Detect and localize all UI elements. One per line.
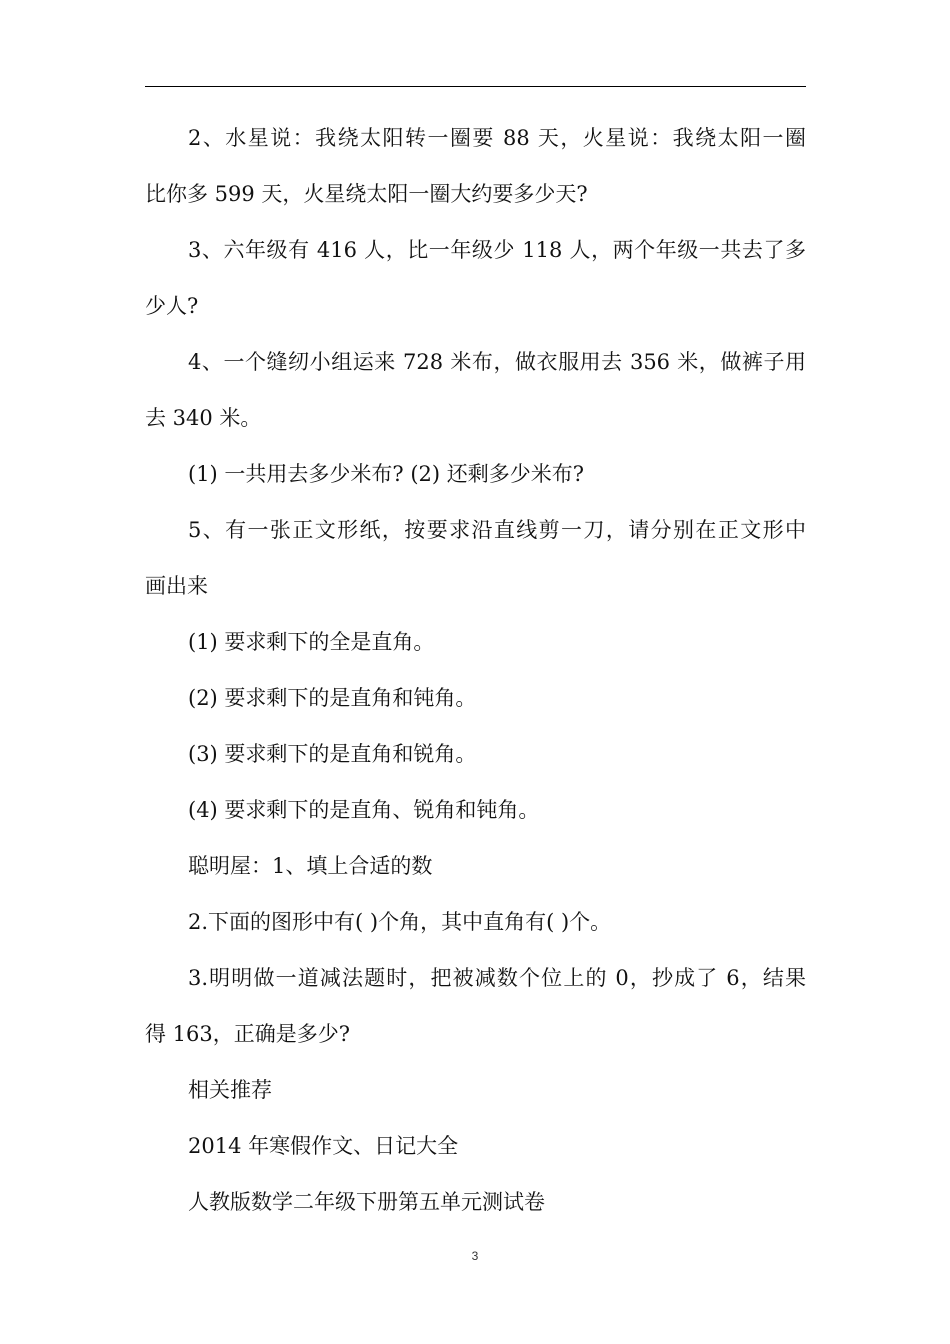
question-5-part-4: (4) 要求剩下的是直角、锐角和钝角。 bbox=[188, 798, 540, 822]
related-link-2[interactable]: 人教版数学二年级下册第五单元测试卷 bbox=[188, 1190, 545, 1214]
question-4-subparts: (1) 一共用去多少米布? (2) 还剩多少米布? bbox=[188, 462, 585, 486]
question-5-part-2: (2) 要求剩下的是直角和钝角。 bbox=[188, 686, 477, 710]
body-text bbox=[145, 110, 806, 1230]
bonus-question-2: 2.下面的图形中有( )个角，其中直角有( )个。 bbox=[188, 910, 612, 934]
question-3-line-2: 少人? bbox=[145, 294, 199, 318]
bonus-section-heading: 聪明屋：1、填上合适的数 bbox=[188, 854, 433, 878]
question-4-line-2: 去 340 米。 bbox=[145, 406, 262, 430]
question-4-line-1: 4、一个缝纫小组运来 728 米布，做衣服用去 356 米，做裤子用 bbox=[188, 350, 806, 374]
page-number: 3 bbox=[471, 1249, 479, 1263]
question-5-line-2: 画出来 bbox=[145, 574, 208, 598]
related-link-1[interactable]: 2014 年寒假作文、日记大全 bbox=[188, 1134, 459, 1158]
question-2-line-2: 比你多 599 天，火星绕太阳一圈大约要多少天? bbox=[145, 182, 588, 206]
header-rule bbox=[145, 86, 806, 87]
question-5-line-1: 5、有一张正文形纸，按要求沿直线剪一刀，请分别在正文形中 bbox=[188, 518, 806, 542]
related-heading: 相关推荐 bbox=[188, 1078, 272, 1102]
question-3-line-1: 3、六年级有 416 人，比一年级少 118 人，两个年级一共去了多 bbox=[188, 238, 806, 262]
question-5-part-1: (1) 要求剩下的全是直角。 bbox=[188, 630, 435, 654]
question-5-part-3: (3) 要求剩下的是直角和锐角。 bbox=[188, 742, 477, 766]
bonus-question-3-line-1: 3.明明做一道减法题时，把被减数个位上的 0，抄成了 6，结果 bbox=[188, 966, 806, 990]
bonus-question-3-line-2: 得 163，正确是多少? bbox=[145, 1022, 351, 1046]
question-2-line-1: 2、水星说：我绕太阳转一圈要 88 天，火星说：我绕太阳一圈 bbox=[188, 126, 806, 150]
